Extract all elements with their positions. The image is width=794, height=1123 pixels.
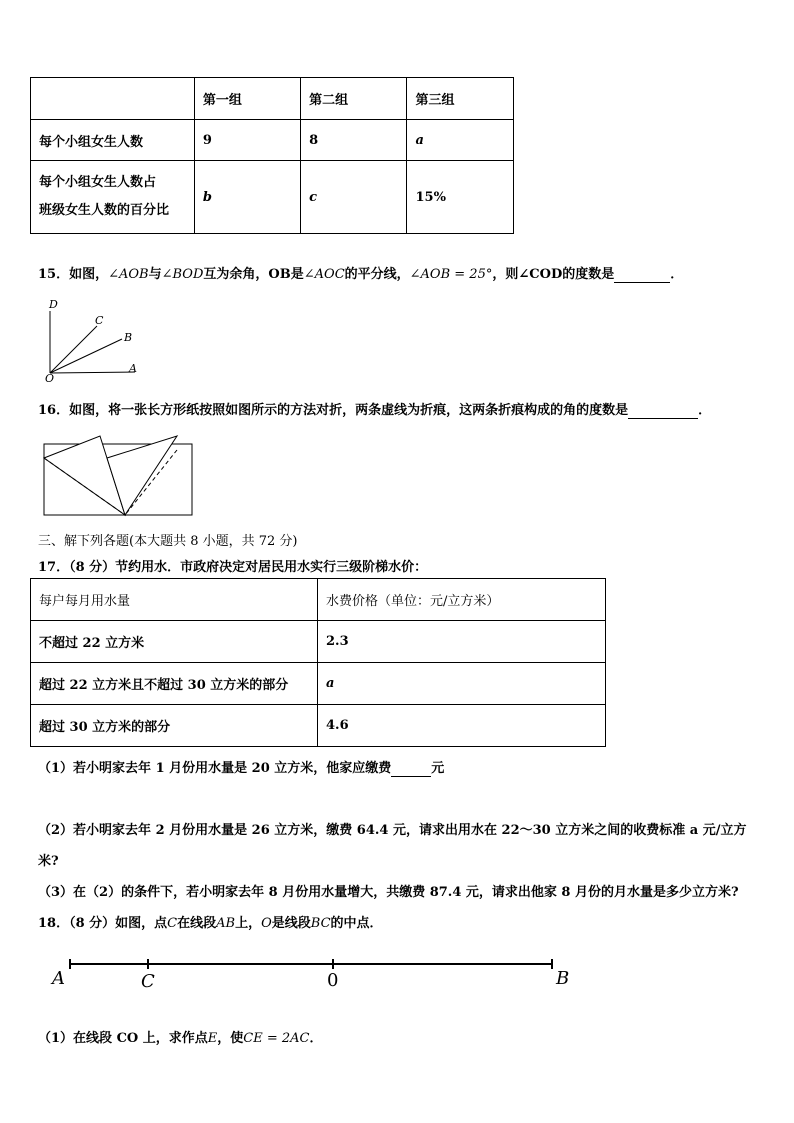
label-c: C <box>141 971 155 992</box>
label-c: C <box>95 314 104 327</box>
label-d: D <box>49 298 58 311</box>
table-cell: 每户每月用水量 <box>31 579 318 621</box>
table-row <box>31 663 606 705</box>
text: 的中点． <box>330 916 383 931</box>
text: 18．（8 分）如图，点 <box>38 916 168 931</box>
question-18-part1 <box>38 1027 323 1046</box>
math: OB <box>268 267 291 282</box>
table-cell: 不超过 22 立方米 <box>31 621 318 663</box>
table-cell: c <box>301 161 407 234</box>
table-cell: 8 <box>301 120 407 161</box>
table-row <box>31 621 606 663</box>
answer-blank <box>628 403 698 419</box>
math: O <box>261 916 272 931</box>
table-cell: 第一组 <box>194 78 300 120</box>
text: ，使 <box>217 1031 244 1046</box>
table-row <box>31 120 514 161</box>
text: ． <box>670 267 684 282</box>
text: 的平分线， <box>344 267 410 282</box>
question-number: 16． <box>38 403 70 418</box>
text: 的度数是 <box>562 267 615 282</box>
table-cell <box>31 78 195 120</box>
angle-figure <box>40 295 150 385</box>
table-cell: a <box>318 663 606 705</box>
math: ∠AOC <box>303 267 345 282</box>
segment-figure <box>45 950 585 995</box>
table-cell: 超过 30 立方米的部分 <box>31 705 318 747</box>
table-cell: 第三组 <box>407 78 514 120</box>
answer-blank <box>614 267 670 283</box>
table-cell: 2.3 <box>318 621 606 663</box>
table-cell: a <box>407 120 514 161</box>
question-15 <box>38 263 683 283</box>
table-cell: 15% <box>407 161 514 234</box>
table-row <box>31 705 606 747</box>
question-17-intro: 17．（8 分）节约用水．市政府决定对居民用水实行三级阶梯水价： <box>38 560 428 575</box>
section-heading: 三、解下列各题(本大题共 8 小题，共 72 分) <box>38 534 298 549</box>
text: ． <box>698 403 712 418</box>
table-cell: b <box>194 161 300 234</box>
water-table-header <box>31 579 606 621</box>
table-cell-line: 班级女生人数的百分比 <box>39 203 170 218</box>
answer-blank <box>391 761 431 777</box>
text: 元 <box>431 761 445 776</box>
text: 与 <box>148 267 162 282</box>
label-a: A <box>129 362 137 375</box>
text: 在线段 <box>177 916 217 931</box>
table-cell: 超过 22 立方米且不超过 30 立方米的部分 <box>31 663 318 705</box>
table-cell-line: 每个小组女生人数占 <box>39 175 157 190</box>
text: ，则 <box>492 267 519 282</box>
label-o: 0 <box>327 970 339 991</box>
math: ∠AOB <box>108 267 149 282</box>
math: C <box>167 916 178 931</box>
ray-oa <box>50 372 135 373</box>
text: 互为余角， <box>203 267 269 282</box>
ray-oc <box>50 326 97 373</box>
folded-paper-figure <box>40 428 200 520</box>
table-cell: 第二组 <box>301 78 407 120</box>
text: ． <box>309 1031 323 1046</box>
group-table-header <box>31 78 514 120</box>
table-row <box>31 161 514 234</box>
text: 是线段 <box>271 916 311 931</box>
text: 上， <box>235 916 262 931</box>
math: E <box>207 1031 218 1046</box>
question-17-part2-line1: （2）若小明家去年 2 月份用水量是 26 立方米，缴费 64.4 元，请求出用水在 22～30 立方米之间的收费标准 a 元/立方 <box>38 823 747 838</box>
label-a: A <box>52 968 65 989</box>
question-17-part1 <box>38 757 444 777</box>
water-price-table <box>30 578 606 747</box>
math: BC <box>310 916 331 931</box>
math: CE = 2AC <box>243 1031 310 1046</box>
text: （1）在线段 CO 上，求作点 <box>38 1031 208 1046</box>
math: ∠BOD <box>161 267 204 282</box>
text: 如图， <box>69 267 109 282</box>
text: 如图，将一张长方形纸按照如图所示的方法对折，两条虚线为折痕，这两条折痕构成的角的度数是 <box>69 403 629 418</box>
table-cell <box>31 161 195 234</box>
question-17-part2-line2: 米? <box>38 854 59 869</box>
math: AB <box>216 916 236 931</box>
table-cell: 每个小组女生人数 <box>31 120 195 161</box>
math: ∠AOB = 25° <box>409 267 493 282</box>
table-cell: 水费价格（单位：元/立方米） <box>318 579 606 621</box>
label-o: O <box>45 372 55 385</box>
question-number: 15． <box>38 267 70 282</box>
math: ∠COD <box>518 267 563 282</box>
label-b: B <box>124 331 133 344</box>
ray-ob <box>50 339 122 373</box>
question-16 <box>38 399 711 419</box>
label-b: B <box>556 968 570 989</box>
question-17-part3: （3）在（2）的条件下，若小明家去年 8 月份用水量增大，共缴费 87.4 元，请求出他家 8 月份的月水量是多少立方米? <box>38 885 739 900</box>
table-cell: 9 <box>194 120 300 161</box>
question-18-intro <box>38 912 383 931</box>
group-table <box>30 77 514 234</box>
text: 是 <box>290 267 304 282</box>
table-cell: 4.6 <box>318 705 606 747</box>
text: （1）若小明家去年 1 月份用水量是 20 立方米，他家应缴费 <box>38 761 392 776</box>
